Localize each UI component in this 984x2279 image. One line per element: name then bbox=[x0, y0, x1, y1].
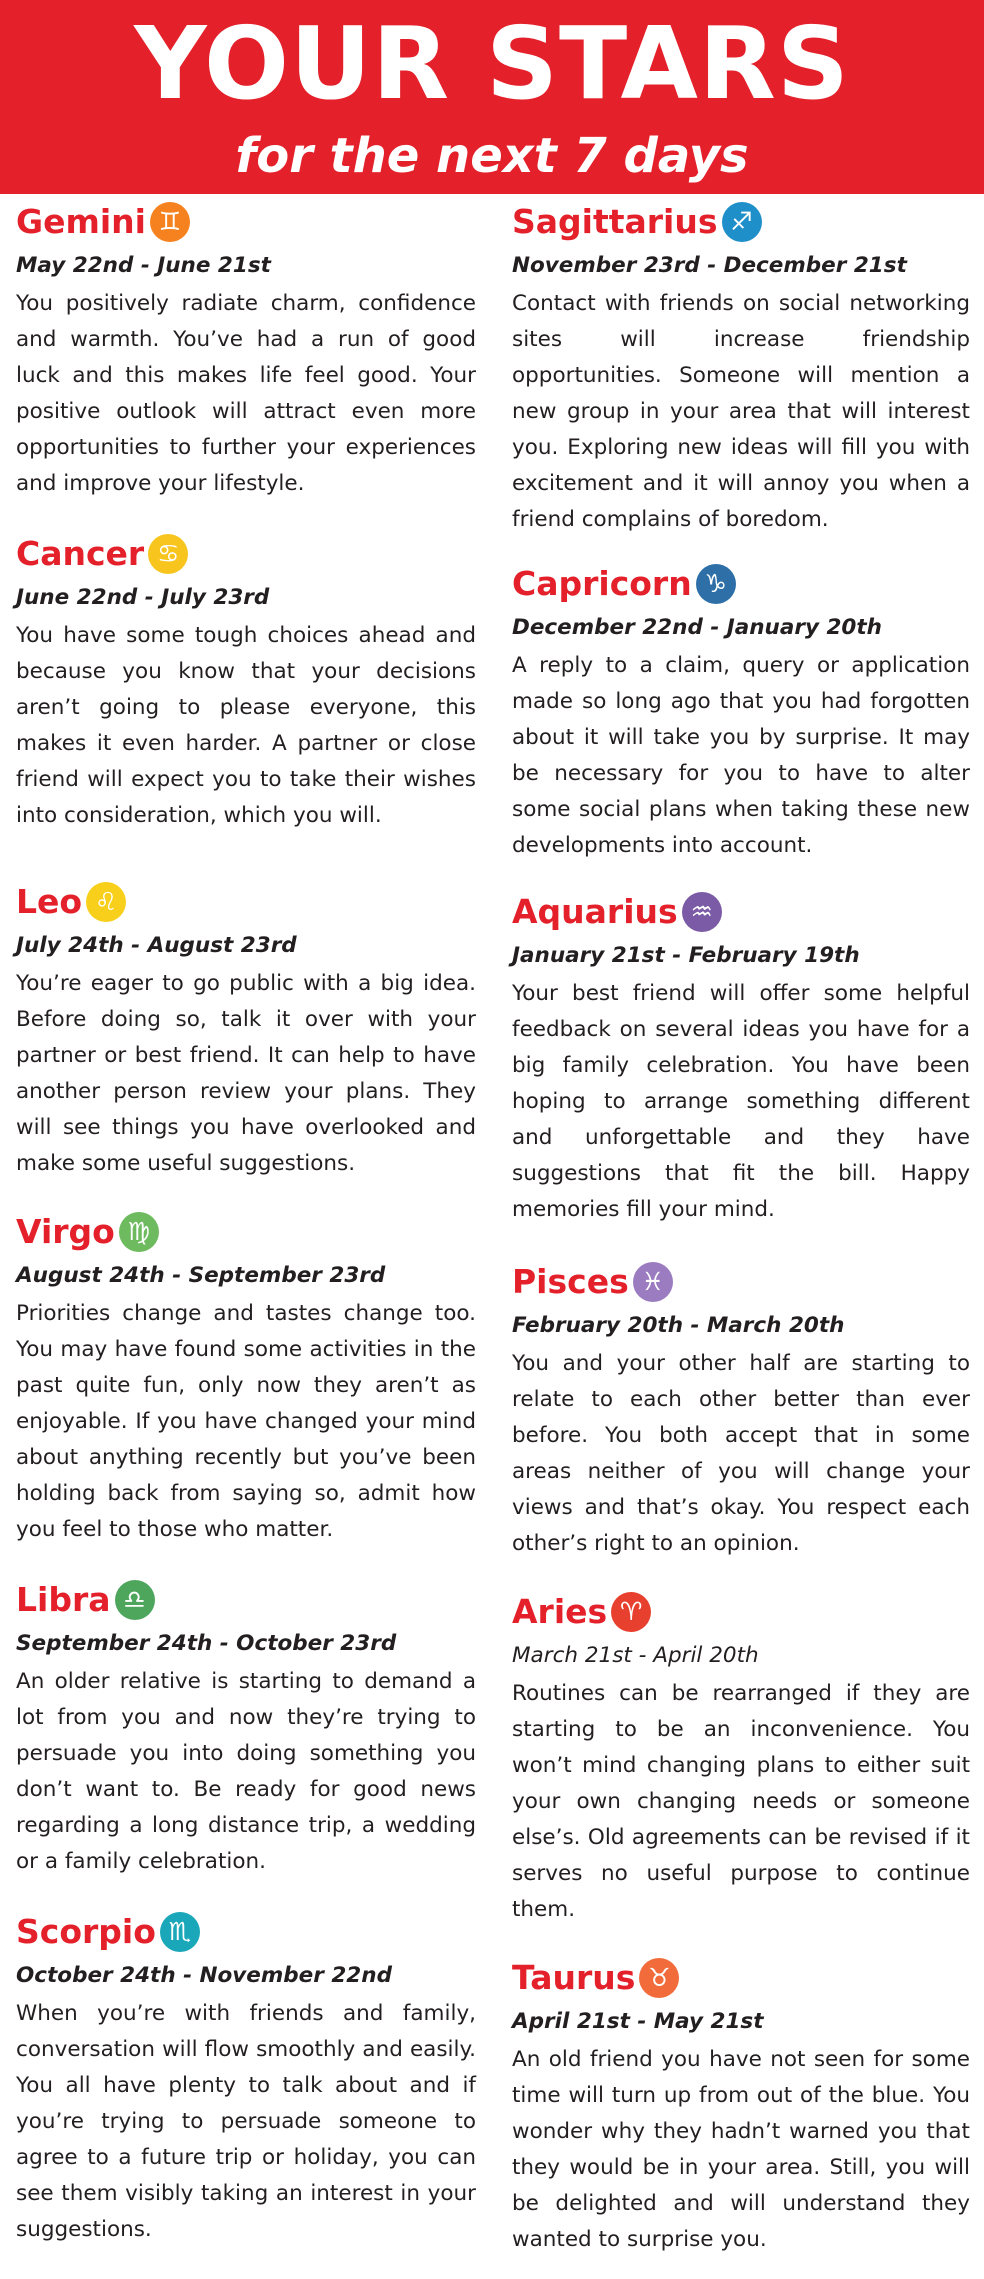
sign-text: You and your other half are starting to relate to each other better than ever before. You both accept that in some areas neither of you will change your views and that’s okay. You respect each other’s right to an opinion. bbox=[512, 1351, 970, 1556]
sign-name: Capricorn bbox=[512, 564, 692, 603]
sign-name: Scorpio bbox=[16, 1912, 156, 1951]
sign-capricorn bbox=[512, 556, 970, 864]
sign-leo bbox=[16, 874, 476, 1182]
sign-dates: August 24th - September 23rd bbox=[16, 1263, 386, 1288]
virgo-icon: ♍ bbox=[119, 1212, 159, 1252]
taurus-icon: ♉ bbox=[639, 1958, 679, 1998]
sign-taurus bbox=[512, 1950, 970, 2258]
sign-dates: December 22nd - January 20th bbox=[512, 615, 882, 640]
sign-aquarius bbox=[512, 884, 970, 1228]
libra-icon: ♎ bbox=[115, 1580, 155, 1620]
sign-name: Leo bbox=[16, 882, 83, 921]
sign-dates: July 24th - August 23rd bbox=[16, 933, 297, 958]
sign-name: Cancer bbox=[16, 534, 145, 573]
sign-dates: March 21st - April 20th bbox=[512, 1643, 759, 1668]
sign-name: Aquarius bbox=[512, 892, 678, 931]
sign-dates: November 23rd - December 21st bbox=[512, 253, 907, 278]
sagittarius-icon: ♐ bbox=[722, 202, 762, 242]
sign-text: You positively radiate charm, confidence and warmth. You’ve had a run of good luck and this makes life feel good. Your positive outlook will attract even more opportunities to further your experiences and improve your lifestyle. bbox=[16, 291, 476, 496]
page-subtitle: for the next 7 days bbox=[235, 128, 749, 184]
leo-icon: ♌ bbox=[86, 882, 126, 922]
sign-name: Sagittarius bbox=[512, 202, 718, 241]
gemini-icon: ♊ bbox=[150, 202, 190, 242]
sign-text: Your best friend will offer some helpful feedback on several ideas you have for a big family celebration. You have been hoping to arrange something different and unforgettable and they have suggestions that fit the bill. Happy memories fill your mind. bbox=[512, 981, 970, 1222]
sign-name: Gemini bbox=[16, 202, 146, 241]
cancer-icon: ♋ bbox=[148, 534, 188, 574]
sign-gemini bbox=[16, 194, 476, 502]
sign-text: You’re eager to go public with a big idea. Before doing so, talk it over with your partner or best friend. It can help to have another person review your plans. They will see things you have overlooked and make some useful suggestions. bbox=[16, 971, 476, 1176]
sign-scorpio bbox=[16, 1904, 476, 2248]
sign-name: Taurus bbox=[512, 1958, 636, 1997]
scorpio-icon: ♏ bbox=[160, 1912, 200, 1952]
sign-cancer bbox=[16, 526, 476, 834]
sign-libra bbox=[16, 1572, 476, 1880]
aquarius-icon: ♒ bbox=[682, 892, 722, 932]
sign-text: Routines can be rearranged if they are starting to be an inconvenience. You won’t mind changing plans to either suit your own changing needs or someone else’s. Old agreements can be revised if it serves no useful purpose to continue them. bbox=[512, 1681, 970, 1922]
sign-dates: May 22nd - June 21st bbox=[16, 253, 271, 278]
sign-dates: October 24th - November 22nd bbox=[16, 1963, 392, 1988]
page-title: YOUR STARS bbox=[134, 5, 850, 122]
sign-name: Virgo bbox=[16, 1212, 115, 1251]
sign-text: A reply to a claim, query or application made so long ago that you had forgotten about it will take you by surprise. It may be necessary for you to have to alter some social plans when taking these new developments into account. bbox=[512, 653, 970, 858]
sign-text: Contact with friends on social networking sites will increase friendship opportunities. Someone will mention a new group in your area that will interest you. Exploring new ideas will fill you with excitement and it will annoy you when a friend complains of boredom. bbox=[512, 291, 970, 532]
sign-dates: April 21st - May 21st bbox=[512, 2009, 764, 2034]
sign-aries bbox=[512, 1584, 970, 1928]
header-banner bbox=[0, 0, 984, 194]
sign-text: When you’re with friends and family, conversation will flow smoothly and easily. You all have plenty to talk about and if you’re trying to persuade someone to agree to a future trip or holiday, you can see them visibly taking an interest in your suggestions. bbox=[16, 2001, 476, 2242]
sign-sagittarius bbox=[512, 194, 970, 538]
sign-dates: September 24th - October 23rd bbox=[16, 1631, 397, 1656]
sign-text: You have some tough choices ahead and because you know that your decisions aren’t going to please everyone, this makes it even harder. A partner or close friend will expect you to take their wishes into consideration, which you will. bbox=[16, 623, 476, 828]
sign-dates: February 20th - March 20th bbox=[512, 1313, 845, 1338]
sign-text: Priorities change and tastes change too. You may have found some activities in the past quite fun, only now they aren’t as enjoyable. If you have changed your mind about anything recently but you’ve been holding back from saying so, admit how you feel to those who matter. bbox=[16, 1301, 476, 1542]
sign-name: Aries bbox=[512, 1592, 608, 1631]
sign-dates: January 21st - February 19th bbox=[512, 943, 860, 968]
sign-name: Pisces bbox=[512, 1262, 629, 1301]
sign-dates: June 22nd - July 23rd bbox=[16, 585, 270, 610]
pisces-icon: ♓ bbox=[633, 1262, 673, 1302]
capricorn-icon: ♑ bbox=[696, 564, 736, 604]
sign-text: An old friend you have not seen for some time will turn up from out of the blue. You wonder why they hadn’t warned you that they would be in your area. Still, you will be delighted and will understand they wanted to surprise you. bbox=[512, 2047, 970, 2252]
sign-pisces bbox=[512, 1254, 970, 1562]
sign-virgo bbox=[16, 1204, 476, 1548]
sign-text: An older relative is starting to demand a lot from you and now they’re trying to persuade you into doing something you don’t want to. Be ready for good news regarding a long distance trip, a wedding or a family celebration. bbox=[16, 1669, 476, 1874]
sign-name: Libra bbox=[16, 1580, 111, 1619]
aries-icon: ♈ bbox=[611, 1592, 651, 1632]
